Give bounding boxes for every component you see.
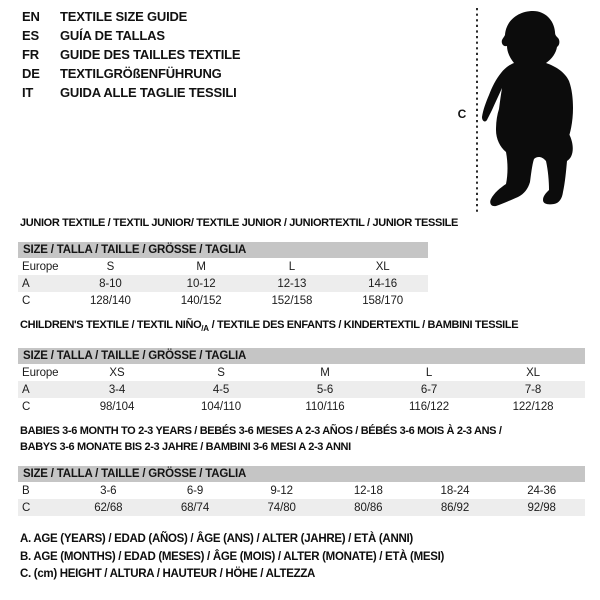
baby-silhouette: [482, 11, 573, 206]
table-cell: 68/74: [180, 501, 210, 514]
table-cell: 122/128: [512, 400, 554, 413]
table-cell: L: [288, 260, 296, 273]
language-code: DE: [22, 66, 40, 81]
language-title: GUIDA ALLE TAGLIE TESSILI: [60, 85, 237, 100]
table-cell: L: [425, 366, 433, 379]
size-header-bar: SIZE / TALLA / TAILLE / GRÖSSE / TAGLIA: [18, 348, 585, 364]
language-code: FR: [22, 47, 39, 62]
section-heading-children: [20, 319, 518, 333]
table-row: [18, 398, 585, 415]
table-cell: 4-5: [212, 383, 230, 396]
children-size-table: [18, 348, 585, 415]
table-row: [18, 292, 428, 309]
language-code: IT: [22, 85, 34, 100]
note-line: A. AGE (YEARS) / EDAD (AÑOS) / ÂGE (ANS) / ALTER (JAHRE) / ETÀ (ANNI): [20, 533, 413, 545]
legend-notes: [20, 531, 444, 584]
table-cell: 104/110: [200, 400, 242, 413]
table-cell: 80/86: [354, 501, 383, 514]
table-cell: 12-13: [277, 277, 307, 290]
row-label: A: [22, 277, 30, 290]
heading-text: CHILDREN'S TEXTILE / TEXTIL NIÑO: [20, 319, 202, 331]
section-heading-babies: [20, 423, 502, 455]
row-label: Europe: [22, 366, 59, 379]
table-cell: 128/140: [89, 294, 131, 307]
row-label: C: [22, 294, 31, 307]
babies-size-table: [18, 466, 585, 516]
table-cell: 6-7: [420, 383, 438, 396]
table-cell: 86/92: [440, 501, 470, 514]
table-cell: 158/170: [362, 294, 404, 307]
table-cell: M: [196, 260, 206, 273]
note-line: B. AGE (MONTHS) / EDAD (MESES) / ÂGE (MOIS) / ALTER (MONATE) / ETÀ (MESI): [20, 550, 445, 563]
table-cell: 62/68: [94, 501, 123, 514]
row-label: C: [22, 501, 31, 514]
note-line: C. (cm) HEIGHT / ALTURA / HAUTEUR / HÖHE / ALTEZZA: [20, 568, 316, 580]
table-cell: S: [217, 366, 225, 379]
language-code: ES: [22, 28, 39, 43]
language-title-list: [22, 7, 240, 102]
heading-text: / TEXTILE DES ENFANTS / KINDERTEXTIL / BAMBINI TESSILE: [208, 319, 519, 331]
table-row: [18, 482, 585, 499]
language-row: [22, 45, 240, 64]
language-title: GUÍA DE TALLAS: [60, 28, 165, 43]
table-cell: 8-10: [99, 277, 122, 290]
table-row: [18, 381, 585, 398]
language-code: EN: [22, 9, 40, 24]
table-row: [18, 258, 428, 275]
table-cell: 14-16: [368, 277, 398, 290]
table-cell: S: [106, 260, 115, 273]
language-title: TEXTILE SIZE GUIDE: [60, 9, 188, 24]
table-cell: 3-6: [100, 484, 117, 497]
table-cell: 9-12: [270, 484, 293, 497]
language-title: TEXTILGRÖßENFÜHRUNG: [60, 66, 222, 81]
table-cell: 92/98: [527, 501, 556, 514]
heading-line: BABYS 3-6 MONATE BIS 2-3 JAHRE / BAMBINI 3-6 MESI A 2-3 ANNI: [20, 441, 351, 453]
table-cell: 10-12: [186, 277, 216, 290]
table-cell: 7-8: [524, 383, 542, 396]
language-row: [22, 83, 240, 102]
row-label: B: [22, 484, 30, 497]
baby-figure-svg: [440, 0, 600, 215]
baby-height-figure: [440, 0, 600, 215]
heading-line: BABIES 3-6 MONTH TO 2-3 YEARS / BEBÉS 3-6 MESES A 2-3 AÑOS / BÉBÉS 3-6 MOIS À 2-3 ANS /: [20, 425, 502, 437]
table-cell: 98/104: [99, 400, 135, 413]
table-cell: 6-9: [186, 484, 204, 497]
table-cell: 5-6: [316, 383, 334, 396]
language-row: [22, 26, 240, 45]
table-cell: 18-24: [440, 484, 470, 497]
table-cell: 3-4: [108, 383, 126, 396]
table-row: [18, 275, 428, 292]
junior-size-table: [18, 242, 428, 309]
table-cell: XL: [526, 366, 540, 379]
table-cell: 116/122: [408, 400, 450, 413]
size-header-bar: SIZE / TALLA / TAILLE / GRÖSSE / TAGLIA: [18, 242, 428, 258]
table-cell: 24-36: [527, 484, 557, 497]
table-cell: 140/152: [180, 294, 222, 307]
table-cell: 74/80: [267, 501, 296, 514]
row-label: C: [22, 400, 31, 413]
table-cell: 110/116: [305, 400, 345, 413]
table-cell: XS: [109, 366, 125, 379]
size-header-bar: SIZE / TALLA / TAILLE / GRÖSSE / TAGLIA: [18, 466, 585, 482]
language-row: [22, 7, 240, 26]
table-cell: 12-18: [353, 484, 383, 497]
table-row: [18, 364, 585, 381]
height-label: C: [457, 107, 467, 121]
table-row: [18, 499, 585, 516]
row-label: A: [22, 383, 30, 396]
row-label: Europe: [22, 260, 59, 273]
language-title: GUIDE DES TAILLES TEXTILE: [60, 47, 241, 62]
table-cell: XL: [375, 260, 390, 273]
table-cell: 152/158: [271, 294, 313, 307]
table-cell: M: [320, 366, 330, 379]
heading-subscript: /A: [201, 324, 209, 334]
language-row: [22, 64, 240, 83]
section-heading-junior: JUNIOR TEXTILE / TEXTIL JUNIOR/ TEXTILE JUNIOR / JUNIORTEXTIL / JUNIOR TESSILE: [20, 217, 459, 229]
